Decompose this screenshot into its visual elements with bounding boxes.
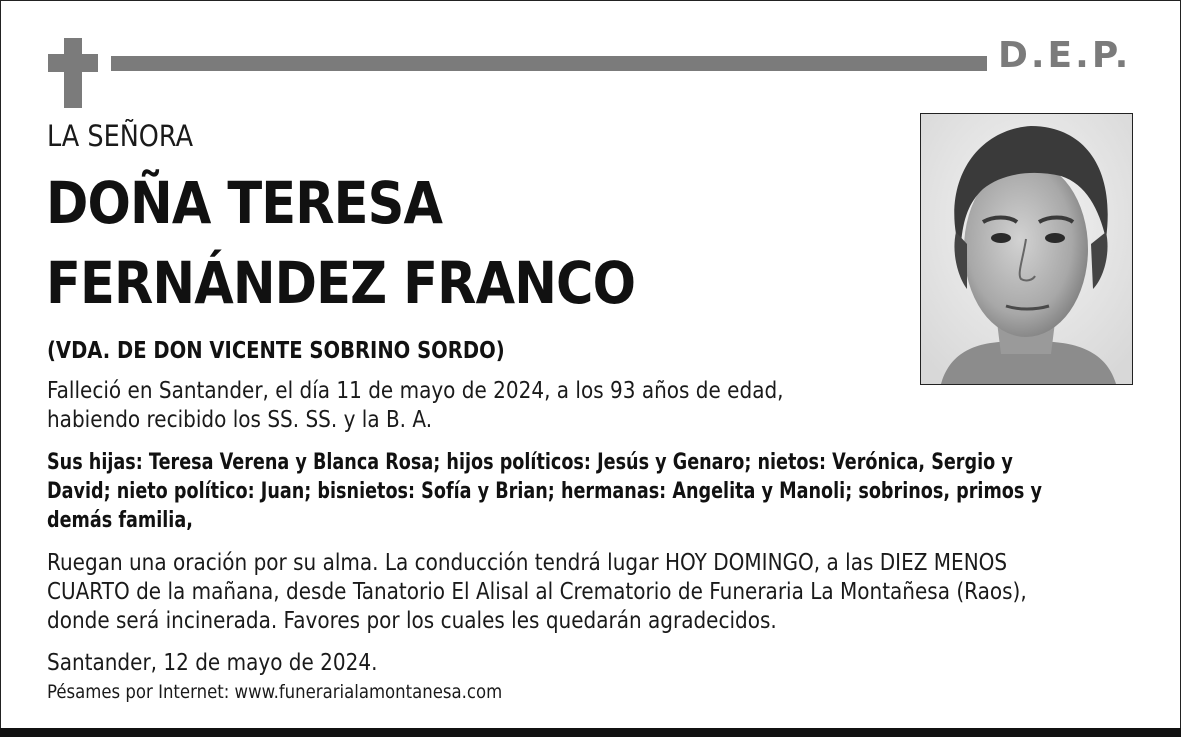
widow-note: (VDA. DE DON VICENTE SOBRINO SORDO) bbox=[47, 338, 505, 364]
ceremony-line: donde será incinerada. Favores por los cuales les quedarán agradecidos. bbox=[47, 608, 777, 634]
family-line: David; nieto político: Juan; bisnietos: Sofía y Brian; hermanas: Angelita y Manoli; sobrinos, primos y bbox=[47, 479, 1042, 504]
family-list bbox=[47, 448, 1042, 535]
portrait-photo bbox=[920, 113, 1133, 385]
ceremony-details bbox=[47, 549, 1027, 636]
ceremony-line: Ruegan una oración por su alma. La conducción tendrá lugar HOY DOMINGO, a las DIEZ MENOS bbox=[47, 550, 1008, 576]
deceased-name-line-2: FERNÁNDEZ FRANCO bbox=[46, 249, 636, 317]
dep-label: D.E.P. bbox=[998, 35, 1132, 76]
ceremony-line: CUARTO de la mañana, desde Tanatorio El Alisal al Crematorio de Funeraria La Montañesa (Raos), bbox=[47, 579, 1027, 605]
cross-icon-vertical bbox=[64, 38, 82, 108]
header-rule bbox=[111, 56, 987, 71]
death-notice bbox=[47, 377, 784, 435]
title-prefix: LA SEÑORA bbox=[47, 119, 194, 153]
family-line: Sus hijas: Teresa Verena y Blanca Rosa; hijos políticos: Jesús y Genaro; nietos: Verónica, Sergio y bbox=[47, 450, 1013, 475]
family-line: demás familia, bbox=[47, 508, 193, 533]
bottom-bar bbox=[0, 728, 1181, 737]
place-date: Santander, 12 de mayo de 2024. bbox=[47, 650, 378, 676]
cross-icon-horizontal bbox=[48, 54, 98, 72]
portrait-icon bbox=[921, 114, 1132, 384]
condolences-link[interactable]: Pésames por Internet: www.funerarialamontanesa.com bbox=[47, 681, 503, 703]
death-notice-line: Falleció en Santander, el día 11 de mayo de 2024, a los 93 años de edad, bbox=[47, 378, 784, 404]
deceased-name-line-1: DOÑA TERESA bbox=[46, 169, 443, 237]
death-notice-line: habiendo recibido los SS. SS. y la B. A. bbox=[47, 407, 433, 433]
